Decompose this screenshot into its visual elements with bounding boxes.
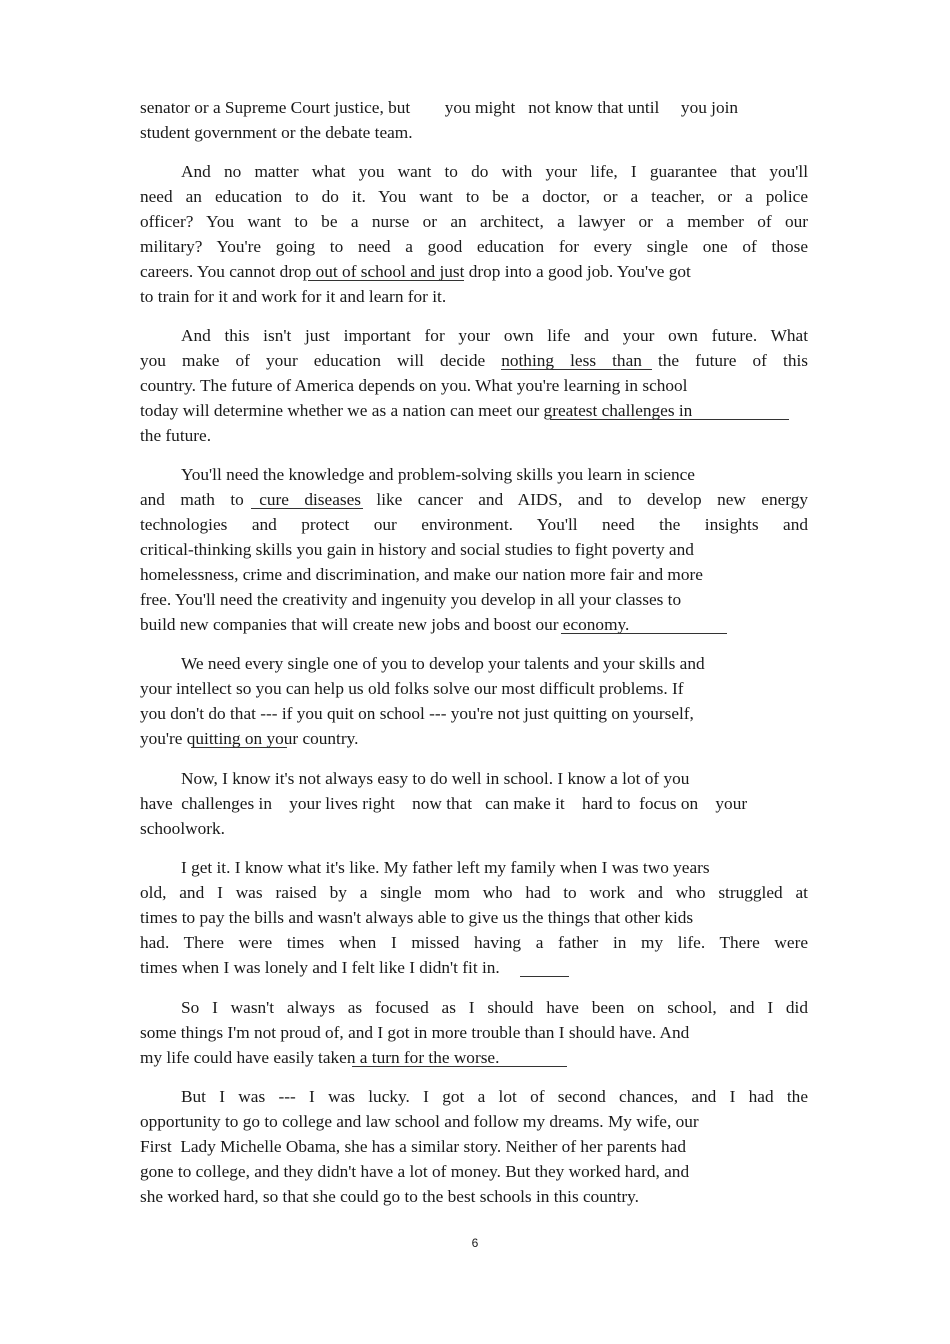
text-line: And no matter what you want to do with your life, I guarantee that you'll [181, 162, 808, 181]
text-line: times when I was lonely and I felt like I didn't fit in. [140, 958, 500, 977]
paragraph [140, 462, 808, 637]
underline-mark [251, 508, 363, 509]
text-line: We need every single one of you to develop your talents and your skills and [181, 654, 705, 673]
text-line: homelessness, crime and discrimination, and make our nation more fair and more [140, 565, 703, 584]
text-line: the future. [140, 426, 212, 445]
text-line: your intellect so you can help us old folks solve our most difficult problems. If [140, 679, 684, 698]
paragraph [140, 159, 808, 309]
text-line: free. You'll need the creativity and ingenuity you develop in all your classes to [140, 590, 682, 609]
paragraph [140, 651, 808, 751]
text-line: careers. You cannot drop out of school and just drop into a good job. You've got [140, 262, 691, 281]
text-line: to train for it and work for it and learn for it. [140, 287, 447, 306]
paragraph [140, 95, 808, 145]
text-line: and math to cure diseases like cancer and AIDS, and to develop new energy [140, 490, 808, 509]
underline-mark [520, 976, 569, 977]
paragraph [140, 766, 808, 841]
text-line: And this isn't just important for your own life and your own future. What [181, 326, 808, 345]
text-line: you're quitting on your country. [140, 729, 359, 748]
underline-mark [550, 419, 789, 420]
paragraph [140, 995, 808, 1070]
text-line: Now, I know it's not always easy to do well in school. I know a lot of you [181, 769, 690, 788]
text-line: build new companies that will create new jobs and boost our economy. [140, 615, 630, 634]
text-line: officer? You want to be a nurse or an architect, a lawyer or a member of our [140, 212, 808, 231]
text-line: have challenges in your lives right now that can make it hard to focus on your [140, 794, 748, 813]
page-number: 6 [471, 1236, 479, 1250]
paragraph [140, 1084, 808, 1209]
text-line: had. There were times when I missed having a father in my life. There were [140, 933, 808, 952]
text-line: she worked hard, so that she could go to the best schools in this country. [140, 1187, 639, 1206]
text-line: you don't do that --- if you quit on school --- you're not just quitting on yourself, [140, 704, 694, 723]
underline-mark [352, 1066, 567, 1067]
text-line: opportunity to go to college and law school and follow my dreams. My wife, our [140, 1112, 699, 1131]
text-line: today will determine whether we as a nation can meet our greatest challenges in [140, 401, 693, 420]
text-line: technologies and protect our environment. You'll need the insights and [140, 515, 808, 534]
text-line: senator or a Supreme Court justice, but you might not know that until you join [140, 98, 739, 117]
text-line: I get it. I know what it's like. My father left my family when I was two years [181, 858, 710, 877]
underline-mark [308, 280, 464, 281]
text-line: But I was --- I was lucky. I got a lot of second chances, and I had the [181, 1087, 808, 1106]
text-line: you make of your education will decide nothing less than the future of this [140, 351, 808, 370]
text-line: schoolwork. [140, 819, 225, 838]
text-line: So I wasn't always as focused as I should have been on school, and I did [181, 998, 808, 1017]
paragraph [140, 323, 808, 448]
paragraph [140, 855, 808, 980]
text-line: You'll need the knowledge and problem-solving skills you learn in science [181, 465, 695, 484]
text-line: First Lady Michelle Obama, she has a similar story. Neither of her parents had [140, 1137, 686, 1156]
text-line: gone to college, and they didn't have a lot of money. But they worked hard, and [140, 1162, 690, 1181]
text-line: some things I'm not proud of, and I got in more trouble than I should have. And [140, 1023, 690, 1042]
text-line: country. The future of America depends on you. What you're learning in school [140, 376, 688, 395]
underline-mark [561, 633, 727, 634]
underline-mark [191, 747, 287, 748]
text-line: military? You're going to need a good education for every single one of those [140, 237, 808, 256]
text-line: critical-thinking skills you gain in history and social studies to fight poverty and [140, 540, 694, 559]
text-line: my life could have easily taken a turn for the worse. [140, 1048, 500, 1067]
text-line: old, and I was raised by a single mom who had to work and who struggled at [140, 883, 808, 902]
underline-mark [501, 369, 652, 370]
text-line: times to pay the bills and wasn't always able to give us the things that other kids [140, 908, 694, 927]
text-line: student government or the debate team. [140, 123, 413, 142]
text-line: need an education to do it. You want to be a doctor, or a teacher, or a police [140, 187, 808, 206]
